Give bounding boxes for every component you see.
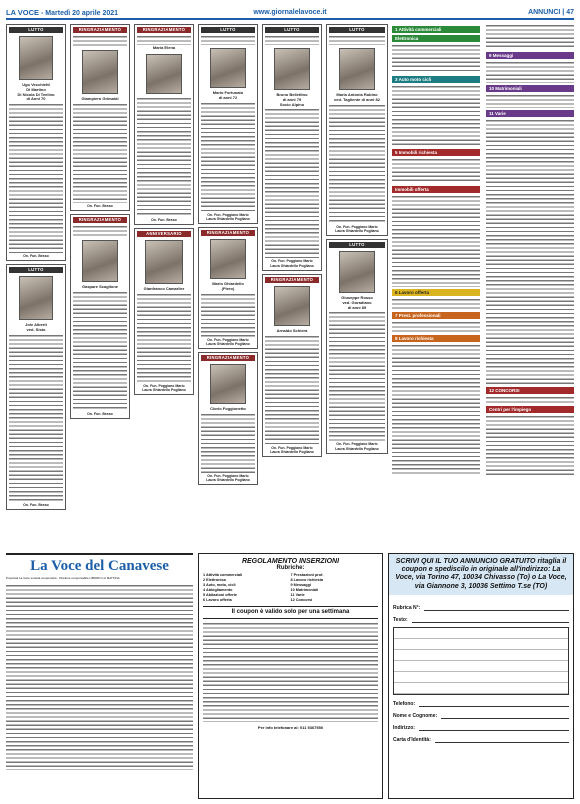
paper-name: LA VOCE <box>6 7 40 17</box>
obituary <box>6 264 66 510</box>
deceased-name: Giuseppe Rosso ved. Goradiano di anni 89 <box>341 295 373 310</box>
deceased-name: Maria Antonia Rubino ved. Tagliente di anni 82 <box>334 92 380 102</box>
funeral-home: On. Fun. Poggiano Mario Laura Ghiardello Pogliano <box>206 212 250 221</box>
portrait-photo <box>210 239 246 279</box>
ad-entry <box>392 158 480 184</box>
obituary <box>134 228 194 395</box>
masthead-box <box>6 553 193 799</box>
column-3 <box>134 24 194 398</box>
funeral-home: On. Fun. Poggiano Mario Laura Ghiardello Pogliano <box>206 337 250 346</box>
obituary-text <box>137 35 191 45</box>
obituary-text <box>329 104 385 224</box>
obituary-header: RINGRAZIAMENTO <box>73 217 127 223</box>
obituary-header: RINGRAZIAMENTO <box>265 277 319 283</box>
column-5 <box>262 24 322 460</box>
obituary-text <box>73 103 127 203</box>
site-url[interactable]: www.giornalelavoce.it <box>253 8 327 16</box>
column-2 <box>70 24 130 422</box>
deceased-name: Jole Alberti ved. Sisto <box>25 322 47 333</box>
ad-entry <box>486 396 574 404</box>
deceased-name: Mario Ghiardello (Piero) <box>212 281 244 291</box>
section-title: ANNUNCI <box>528 8 561 16</box>
ads-column-left <box>392 24 480 476</box>
deceased-name: Mario Fortunato di anni 72 <box>212 90 244 100</box>
category-header: 10 Matrimoniali <box>486 85 574 92</box>
deceased-name: Arnaldo Schiera <box>276 327 308 333</box>
funeral-home: On. Fun. Besso <box>87 411 113 416</box>
obituary-text <box>9 103 63 253</box>
ad-entry <box>486 94 574 108</box>
funeral-home: On. Fun. Besso <box>87 203 113 208</box>
obituary-header: RINGRAZIAMENTO <box>137 27 191 33</box>
rubrica-label: Rubrica N°: <box>393 604 421 611</box>
obituary <box>70 214 130 419</box>
obituary-text <box>265 35 319 45</box>
obituary-text <box>201 102 255 212</box>
deceased-name: Giampiero Grimaldi <box>81 96 119 101</box>
deceased-name: Ugo Vecchietti Di Martino Di Nicola Di Teelino di Anni 70 <box>17 82 55 102</box>
ad-text-area[interactable] <box>393 627 569 695</box>
page-number: 47 <box>566 8 574 16</box>
category-header: Centri per l'impiego <box>486 406 574 413</box>
info-phone: Per info telefonare al: 011 5367550 <box>257 725 324 730</box>
deceased-name: Maria Elena <box>152 45 176 50</box>
obituary-text <box>265 335 319 445</box>
category-header: 5 Immobili richiesta <box>392 149 480 156</box>
ad-entry <box>392 344 480 474</box>
obituary-header: LUTTO <box>329 242 385 248</box>
column-4 <box>198 24 258 488</box>
obituary <box>6 24 66 261</box>
category-header: 8 Lavoro richiesta <box>392 335 480 342</box>
ad-entry <box>486 119 574 385</box>
indirizzo-field[interactable] <box>419 726 569 731</box>
telefono-field[interactable] <box>419 702 569 707</box>
portrait-photo <box>146 54 182 94</box>
portrait-photo <box>82 50 118 94</box>
category-header: 6 Lavoro offerta <box>392 289 480 296</box>
portrait-photo <box>19 36 53 80</box>
funeral-home: On. Fun. Poggiano Mario Laura Ghiardello Pogliano <box>335 442 379 451</box>
ad-entry <box>392 298 480 310</box>
obituary <box>326 239 388 454</box>
category-header: 1 Attività commerciali <box>392 26 480 33</box>
ad-entry <box>486 24 574 50</box>
nome-label: Nome e Cognome: <box>393 712 438 719</box>
category-header: 12 CONCORSI <box>486 387 574 394</box>
obituary-header: RINGRAZIAMENTO <box>201 230 255 236</box>
page-header: LA VOCE - Martedì 20 aprile 2021 www.giornalelavoce.it ANNUNCI | 47 <box>6 6 574 20</box>
obituary <box>262 24 322 271</box>
portrait-photo <box>82 240 118 282</box>
ads-column-right <box>486 24 574 479</box>
portrait-photo <box>145 240 183 284</box>
obituary-header: LUTTO <box>201 27 255 33</box>
obituary-header: LUTTO <box>329 27 385 33</box>
obituary <box>70 24 130 211</box>
obituary-header: RINGRAZIAMENTO <box>73 27 127 33</box>
deceased-name: Bruno Bellettino di anni 79 Socio Alpino <box>276 92 308 107</box>
coupon-headline: SCRIVI QUI IL TUO ANNUNCIO GRATUITO ritaglia il coupon e spediscilo in originale all'indirizzo: La Voce, via Torino 47, 10034 Chivasso (To) o La Voce, via Giannone 3, 10036 Settimo T.se (TO) <box>389 554 573 595</box>
obituary-text <box>137 97 191 217</box>
category-header: 7 Prest. professionali <box>392 312 480 319</box>
ad-entry <box>392 85 480 147</box>
masthead-info: Proprietà La Voce società cooperativa · Direttore responsabile LIBORIO LA MATTINA <box>6 576 120 580</box>
telefono-label: Telefono: <box>393 700 416 707</box>
obituary-text <box>73 291 127 411</box>
obituary-text <box>329 311 385 441</box>
ad-entry <box>392 195 480 287</box>
portrait-photo <box>274 48 310 90</box>
coupon-validity: Il coupon è valido solo per una settimana <box>203 606 378 619</box>
regolamento-text <box>203 622 378 722</box>
obituary-header: LUTTO <box>265 27 319 33</box>
obituary-text <box>73 225 127 237</box>
portrait-photo <box>339 48 375 90</box>
obituary-header: LUTTO <box>9 27 63 33</box>
nome-field[interactable] <box>441 714 569 719</box>
carta-label: Carta d'Identità: <box>393 736 431 743</box>
paper-date: - Martedì 20 aprile 2021 <box>41 9 119 17</box>
category-header: 11 Varie <box>486 110 574 117</box>
obituary-header: ANNIVERSARIO <box>137 231 191 237</box>
funeral-home: On. Fun. Poggiano Mario Laura Ghiardello Pogliano <box>142 383 186 392</box>
obituary-header: RINGRAZIAMENTO <box>201 355 255 361</box>
obituary <box>198 352 258 485</box>
obituary <box>262 274 322 457</box>
portrait-photo <box>19 276 53 320</box>
obituary-text <box>201 293 255 337</box>
masthead-details <box>6 584 193 770</box>
column-6 <box>326 24 388 457</box>
funeral-home: On. Fun. Besso <box>23 502 49 507</box>
obituary-header: LUTTO <box>9 267 63 273</box>
portrait-photo <box>210 364 246 404</box>
ad-entry <box>392 44 480 74</box>
coupon-form <box>388 553 574 799</box>
rubriche-list: 1 Attività commerciali 7 Prestazioni prof. 2 Elettronica 8 Lavoro richiesta 3 Auto, moto, cicli 9 Messaggi 4 Abbigliamento 10 Matrimoniali 5 Abitazioni offerte 11 Varie 6 Lavoro offerta 12 Concorsi <box>203 573 324 602</box>
rubriche-title: Rubriche: <box>276 565 305 571</box>
category-header: 3 Auto moto cicli <box>392 76 480 83</box>
portrait-photo <box>274 286 310 326</box>
funeral-home: On. Fun. Poggiano Mario Laura Ghiardello Pogliano <box>206 473 250 482</box>
portrait-photo <box>339 251 375 293</box>
funeral-home: On. Fun. Poggiano Mario Laura Ghiardello Pogliano <box>270 259 314 268</box>
obituary <box>198 227 258 349</box>
obituary-text <box>201 35 255 45</box>
obituary <box>134 24 194 225</box>
funeral-home: On. Fun. Besso <box>23 254 49 259</box>
testo-field[interactable] <box>412 618 569 623</box>
obituary-text <box>9 334 63 502</box>
obituary-text <box>265 108 319 258</box>
testo-label: Testo: <box>393 616 408 623</box>
category-header: 9 Messaggi <box>486 52 574 59</box>
obituary-text <box>201 413 255 473</box>
deceased-name: Gianfranco Camarlier <box>143 286 185 291</box>
obituary <box>198 24 258 224</box>
ad-entry <box>486 61 574 83</box>
column-1 <box>6 24 66 513</box>
category-header: Elettronica <box>392 35 480 42</box>
rubrica-field[interactable] <box>424 606 569 611</box>
category-header: Immobili offerta <box>392 186 480 193</box>
obituary-text <box>329 35 385 45</box>
carta-field[interactable] <box>435 738 569 743</box>
obituary <box>326 24 388 236</box>
obituary-text <box>137 293 191 383</box>
ad-entry <box>392 321 480 333</box>
indirizzo-label: Indirizzo: <box>393 724 415 731</box>
regolamento-box <box>198 553 383 799</box>
portrait-photo <box>210 48 246 88</box>
funeral-home: On. Fun. Poggiano Mario Laura Ghiardello Pogliano <box>335 224 379 233</box>
deceased-name: Clorio Foggionetto <box>210 406 246 411</box>
funeral-home: On. Fun. Besso <box>151 217 177 222</box>
ad-entry <box>486 415 574 477</box>
obituary-text <box>73 35 127 47</box>
deceased-name: Gaspare Scaglione <box>81 284 118 289</box>
regolamento-title: REGOLAMENTO INSERZIONI <box>241 558 340 565</box>
funeral-home: On. Fun. Poggiano Mario Laura Ghiardello Pogliano <box>270 445 314 454</box>
masthead-title: La Voce del Canavese <box>30 558 169 574</box>
